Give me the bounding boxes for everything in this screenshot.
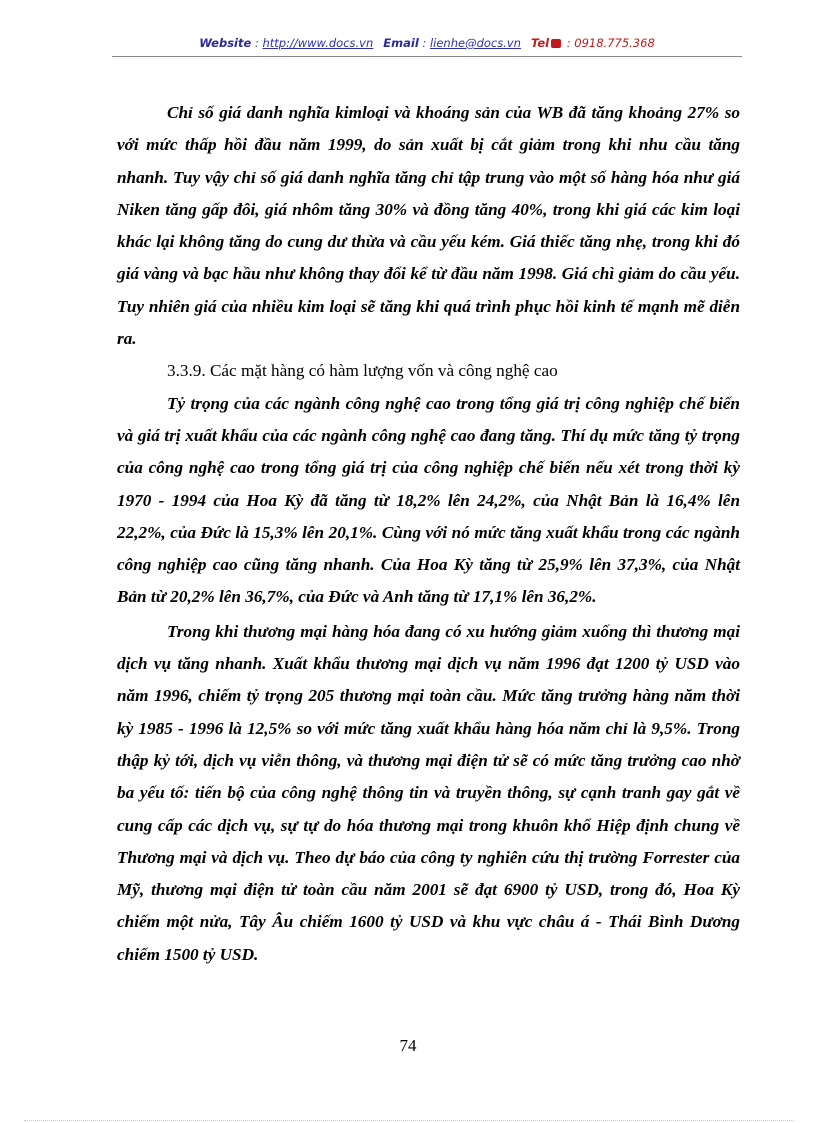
website-separator: : <box>251 36 263 50</box>
paragraph-high-tech: Tỷ trọng của các ngành công nghệ cao trong tổng giá trị công nghiệp chế biến và giá trị xuất khẩu của các ngành công nghệ cao đang tăng. Thí dụ mức tăng tỷ trọng của công nghệ cao trong tổng giá trị của công nghiệp chế biến nếu xét trong thời kỳ 1970 - 1994 của Hoa Kỳ đã tăng từ 18,2% lên 24,2%, của Nhật Bản là 16,4% lên 22,2%, của Đức là 15,3% lên 20,1%. Cùng với nó mức tăng xuất khẩu trong các ngành công nghiệp cao cũng tăng nhanh. Của Hoa Kỳ tăng từ 25,9% lên 37,3%, của Nhật Bản từ 20,2% lên 36,7%, của Đức và Anh tăng từ 17,1% lên 36,2%. <box>117 393 740 607</box>
phone-icon <box>551 39 561 48</box>
paragraph-services-trade: Trong khi thương mại hàng hóa đang có xu hướng giảm xuống thì thương mại dịch vụ tăng nhanh. Xuất khẩu thương mại dịch vụ năm 1996 đạt 1200 tỷ USD vào năm 1996, chiếm tỷ trọng 205 thương mại toàn cầu. Mức tăng trưởng hàng năm thời kỳ 1985 - 1996 là 12,5% so với mức tăng xuất khẩu hàng hóa năm chỉ là 9,5%. Trong thập kỷ tới, dịch vụ viễn thông, và thương mại điện tử sẽ có mức tăng trưởng cao nhờ ba yếu tố: tiến bộ của công nghệ thông tin và truyền thông, sự cạnh tranh gay gắt về cung cấp các dịch vụ, sự tự do hóa thương mại trong khuôn khổ Hiệp định chung về Thương mại và dịch vụ. Theo dự báo của công ty nghiên cứu thị trường Forrester của Mỹ, thương mại điện tử toàn cầu năm 2001 sẽ đạt 6900 tỷ USD, trong đó, Hoa Kỳ chiếm một nửa, Tây Âu chiếm 1600 tỷ USD và khu vực châu á - Thái Bình Dương chiếm 1500 tỷ USD. <box>117 621 740 964</box>
website-link[interactable]: http://www.docs.vn <box>262 36 374 50</box>
footer-divider <box>24 1120 794 1121</box>
tel-separator: : <box>563 36 575 50</box>
website-label: Website <box>199 36 252 50</box>
email-link[interactable]: lienhe@docs.vn <box>429 36 521 50</box>
email-label: Email <box>383 36 419 50</box>
email-separator: : <box>418 36 430 50</box>
document-body <box>117 97 740 971</box>
tel-value: 0918.775.368 <box>574 36 655 50</box>
paragraph-metals: Chỉ số giá danh nghĩa kimloại và khoáng sản của WB đã tăng khoảng 27% so với mức thấp hồi đầu năm 1999, do sản xuất bị cắt giảm trong khi nhu cầu tăng nhanh. Tuy vậy chỉ số giá danh nghĩa tăng chỉ tập trung vào một số hàng hóa như giá Niken tăng gấp đôi, giá nhôm tăng 30% và đồng tăng 40%, trong khi giá các kim loại khác lại không tăng do cung dư thừa và cầu yếu kém. Giá thiếc tăng nhẹ, trong khi đó giá vàng và bạc hầu như không thay đổi kể từ đầu năm 1998. Giá chì giảm do cầu yếu. Tuy nhiên giá của nhiều kim loại sẽ tăng khi quá trình phục hồi kinh tế mạnh mẽ diễn ra. <box>117 103 740 349</box>
page-header <box>112 36 742 56</box>
page-number: 74 <box>399 1036 417 1055</box>
header-divider <box>112 56 742 57</box>
tel-label: Tel <box>530 36 550 50</box>
section-heading: 3.3.9. Các mặt hàng có hàm lượng vốn và công nghệ cao <box>167 361 558 381</box>
